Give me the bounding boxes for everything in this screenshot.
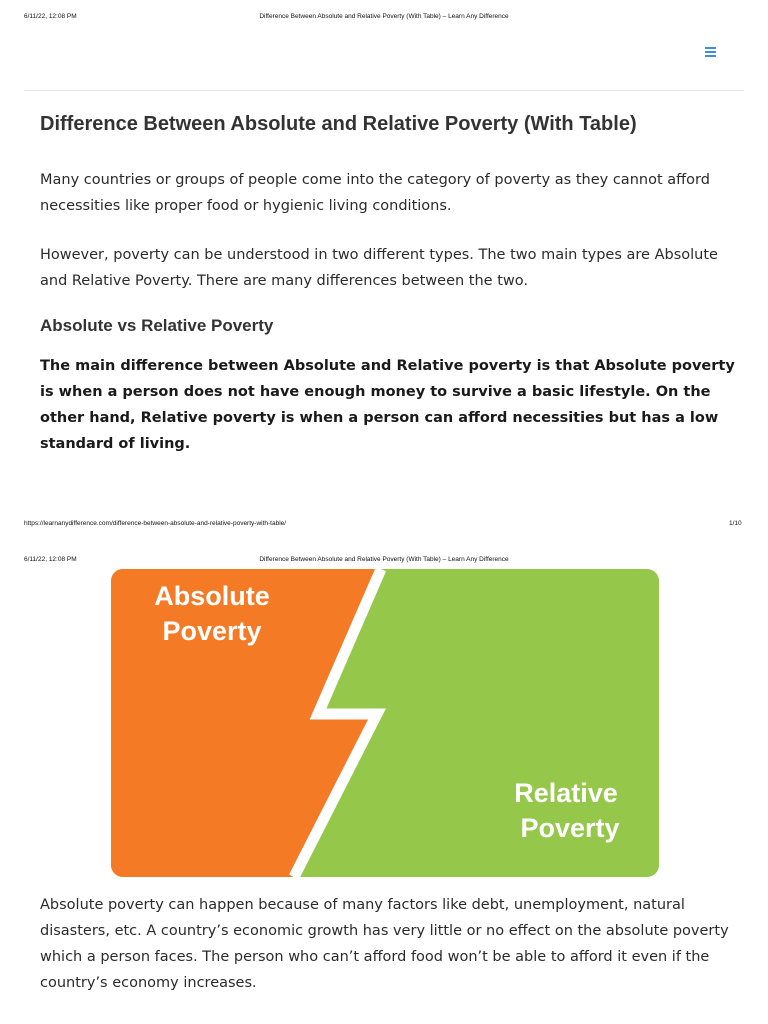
- print-page-number: 1/10: [729, 520, 742, 527]
- banner-absolute-line1: Absolute: [154, 581, 270, 611]
- absolute-poverty-paragraph: Absolute poverty can happen because of many factors like debt, unemployment, natural disasters, etc. A country’s economic growth has very little or no effect on the absolute poverty which a person faces. The person who can’t afford food won’t be able to afford it even if the country’s economy increases.: [40, 897, 729, 991]
- print-datetime: 6/11/22, 12:08 PM: [24, 556, 77, 563]
- banner-relative-line1: Relative: [514, 778, 618, 808]
- banner-relative-line2: Poverty: [520, 813, 620, 843]
- print-page-title: Difference Between Absolute and Relative Poverty (With Table) – Learn Any Difference: [259, 13, 509, 20]
- hamburger-menu-icon[interactable]: [704, 44, 718, 58]
- section-heading: Absolute vs Relative Poverty: [40, 316, 274, 335]
- banner-absolute-line2: Poverty: [162, 616, 262, 646]
- header-divider: [24, 90, 744, 91]
- absolute-vs-relative-banner: [111, 569, 659, 877]
- types-paragraph: However, poverty can be understood in two different types. The two main types are Absolute and Relative Poverty. There are many differences between the two.: [40, 247, 718, 289]
- print-page-title: Difference Between Absolute and Relative Poverty (With Table) – Learn Any Difference: [259, 556, 509, 563]
- intro-paragraph: Many countries or groups of people come into the category of poverty as they cannot afford necessities like proper food or hygienic living conditions.: [40, 172, 710, 214]
- print-url: https://learnanydifference.com/difference-between-absolute-and-relative-poverty-with-table/: [24, 520, 287, 527]
- print-datetime: 6/11/22, 12:08 PM: [24, 13, 77, 20]
- key-difference-paragraph: The main difference between Absolute and Relative poverty is that Absolute poverty is when a person does not have enough money to survive a basic lifestyle. On the other hand, Relative poverty is when a person can afford necessities but has a low standard of living.: [40, 358, 735, 452]
- article-title: Difference Between Absolute and Relative Poverty (With Table): [40, 113, 637, 135]
